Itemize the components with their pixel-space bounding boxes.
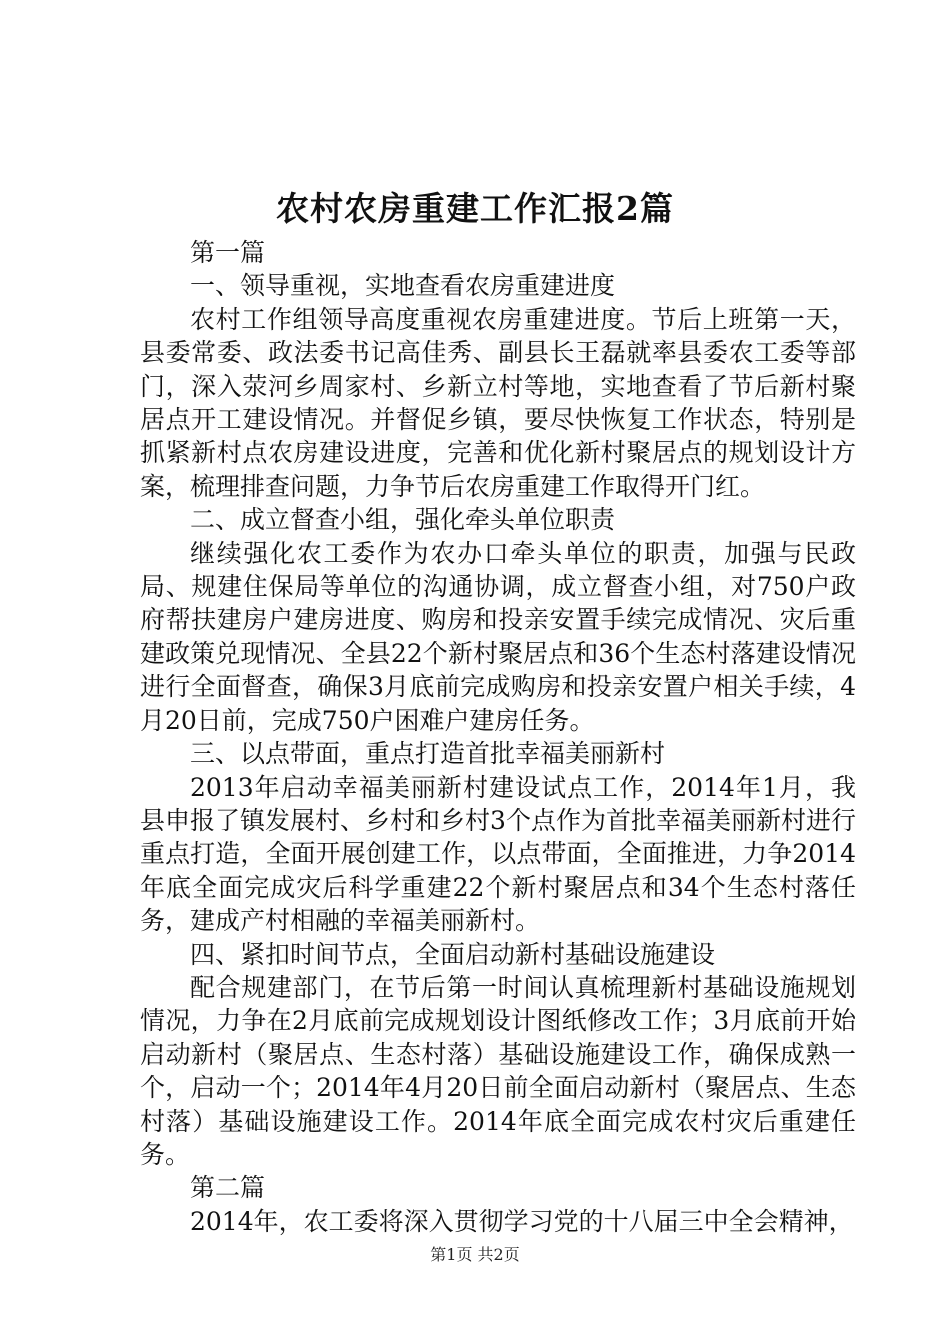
document-body bbox=[140, 236, 856, 1238]
paragraph-3: 2013年启动幸福美丽新村建设试点工作，2014年1月，我县申报了镇发展村、乡村和乡村3个点作为首批幸福美丽新村进行重点打造，全面开展创建工作，以点带面，全面推进，力争2014年底全面完成灾后科学重建22个新村聚居点和34个生态村落任务，建成产村相融的幸福美丽新村。 bbox=[140, 772, 856, 936]
subheading-2: 二、成立督查小组，强化牵头单位职责 bbox=[190, 505, 616, 535]
document-title: 农村农房重建工作汇报2篇 bbox=[276, 189, 674, 228]
paragraph-5: 2014年，农工委将深入贯彻学习党的十八届三中全会精神， bbox=[190, 1206, 854, 1236]
page-footer: 第1页 共2页 bbox=[430, 1245, 520, 1264]
subheading-4: 四、紧扣时间节点，全面启动新村基础设施建设 bbox=[190, 939, 716, 969]
subheading-3: 三、以点带面，重点打造首批幸福美丽新村 bbox=[190, 739, 666, 769]
paragraph-4: 配合规建部门，在节后第一时间认真梳理新村基础设施规划情况，力争在2月底前完成规划设计图纸修改工作；3月底前开始启动新村（聚居点、生态村落）基础设施建设工作，确保成熟一个，启动一个；2014年4月20日前全面启动新村（聚居点、生态村落）基础设施建设工作。2014年底全面完成农村灾后重建任务。 bbox=[140, 972, 856, 1169]
paragraph-2: 继续强化农工委作为农办口牵头单位的职责，加强与民政局、规建住保局等单位的沟通协调，成立督查小组，对750户政府帮扶建房户建房进度、购房和投亲安置手续完成情况、灾后重建政策兑现情况、全县22个新村聚居点和36个生态村落建设情况进行全面督查，确保3月底前完成购房和投亲安置户相关手续，4月20日前，完成750户困难户建房任务。 bbox=[140, 538, 856, 735]
section-heading-part-one: 第一篇 bbox=[190, 238, 266, 267]
section-heading-part-two: 第二篇 bbox=[190, 1173, 266, 1203]
paragraph-1: 农村工作组领导高度重视农房重建进度。节后上班第一天，县委常委、政法委书记高佳秀、副县长王磊就率县委农工委等部门，深入荥河乡周家村、乡新立村等地，实地查看了节后新村聚居点开工建设情况。并督促乡镇，要尽快恢复工作状态，特别是抓紧新村点农房建设进度，完善和优化新村聚居点的规划设计方案，梳理排查问题，力争节后农房重建工作取得开门红。 bbox=[140, 304, 856, 501]
subheading-1: 一、领导重视，实地查看农房重建进度 bbox=[190, 271, 616, 301]
